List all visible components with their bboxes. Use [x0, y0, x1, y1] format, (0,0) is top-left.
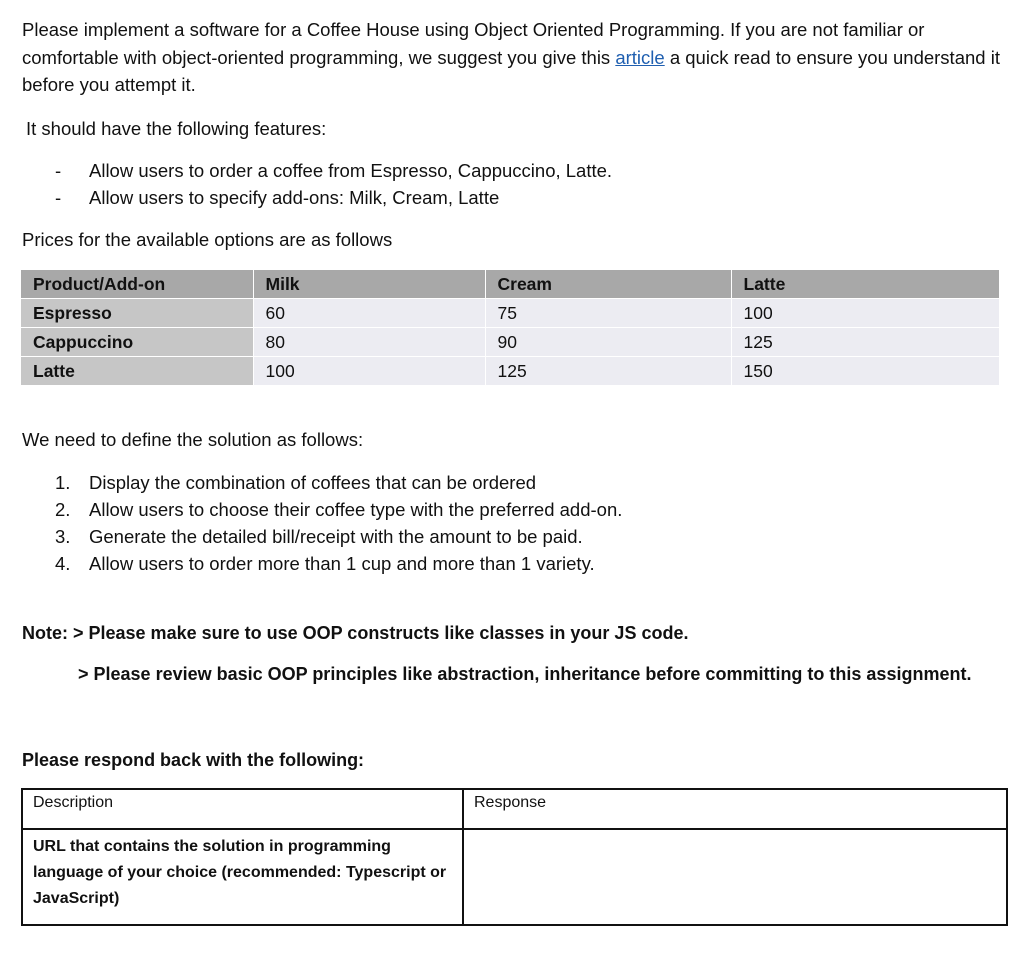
feature-item: [22, 184, 612, 211]
step-text: Generate the detailed bill/receipt with the amount to be paid.: [89, 526, 583, 547]
article-link[interactable]: article: [615, 46, 665, 68]
row-header: Cappuccino: [21, 328, 253, 357]
feature-text: Allow users to specify add-ons: Milk, Cream, Latte: [89, 187, 500, 208]
step-text: Display the combination of coffees that can be ordered: [89, 472, 537, 493]
response-header: Response: [463, 789, 1007, 829]
note-line-1: Note: > Please make sure to use OOP constructs like classes in your JS code.: [22, 623, 689, 643]
row-header: Espresso: [21, 299, 253, 328]
column-header: Latte: [731, 270, 999, 299]
table-cell: 150: [731, 357, 999, 386]
column-header: Milk: [253, 270, 485, 299]
step-item: [22, 469, 622, 496]
response-heading: Please respond back with the following:: [22, 750, 365, 770]
prices-table: [21, 270, 1000, 386]
column-header: Product/Add-on: [21, 270, 253, 299]
intro-text-after-link: a quick read to ensure you understand it before you attempt it.: [22, 46, 1000, 95]
table-cell: 90: [485, 328, 731, 357]
table-row: [22, 829, 1007, 925]
feature-item: [22, 157, 612, 184]
response-table: [21, 788, 1008, 926]
step-number: 3.: [55, 526, 71, 547]
description-header: Description: [22, 789, 463, 829]
prices-header-row: [21, 270, 999, 299]
solution-heading: We need to define the solution as follows:: [22, 429, 364, 450]
solution-steps: [22, 469, 622, 577]
step-number: 4.: [55, 553, 71, 574]
step-item: [22, 550, 622, 577]
table-cell: 125: [485, 357, 731, 386]
intro-text-before-link: Please implement a software for a Coffee House using Object Oriented Programming. If you are not familiar or comfortable with object-oriented programming, we suggest you give this: [22, 19, 925, 68]
response-cell[interactable]: [463, 829, 1007, 925]
bullet-dash: -: [55, 187, 62, 208]
response-header-row: [22, 789, 1007, 829]
step-text: Allow users to order more than 1 cup and more than 1 variety.: [89, 553, 595, 574]
table-row: [21, 299, 999, 328]
prices-heading: Prices for the available options are as follows: [22, 229, 393, 250]
table-row: [21, 357, 999, 386]
table-cell: 75: [485, 299, 731, 328]
step-number: 2.: [55, 499, 71, 520]
table-cell: 60: [253, 299, 485, 328]
table-row: [21, 328, 999, 357]
note-line-2: > Please review basic OOP principles like abstraction, inheritance before committing to this assignment.: [78, 664, 972, 684]
row-header: Latte: [21, 357, 253, 386]
column-header: Cream: [485, 270, 731, 299]
intro-paragraph: [22, 16, 1012, 99]
step-number: 1.: [55, 472, 71, 493]
table-cell: 100: [731, 299, 999, 328]
features-list: [22, 157, 612, 211]
table-cell: 100: [253, 357, 485, 386]
table-cell: 125: [731, 328, 999, 357]
table-cell: 80: [253, 328, 485, 357]
features-heading: It should have the following features:: [26, 118, 327, 139]
feature-text: Allow users to order a coffee from Espresso, Cappuccino, Latte.: [89, 160, 613, 181]
step-item: [22, 496, 622, 523]
description-cell: URL that contains the solution in programming language of your choice (recommended: Typescript or JavaScript): [22, 829, 463, 925]
step-item: [22, 523, 622, 550]
bullet-dash: -: [55, 160, 62, 181]
step-text: Allow users to choose their coffee type with the preferred add-on.: [89, 499, 623, 520]
